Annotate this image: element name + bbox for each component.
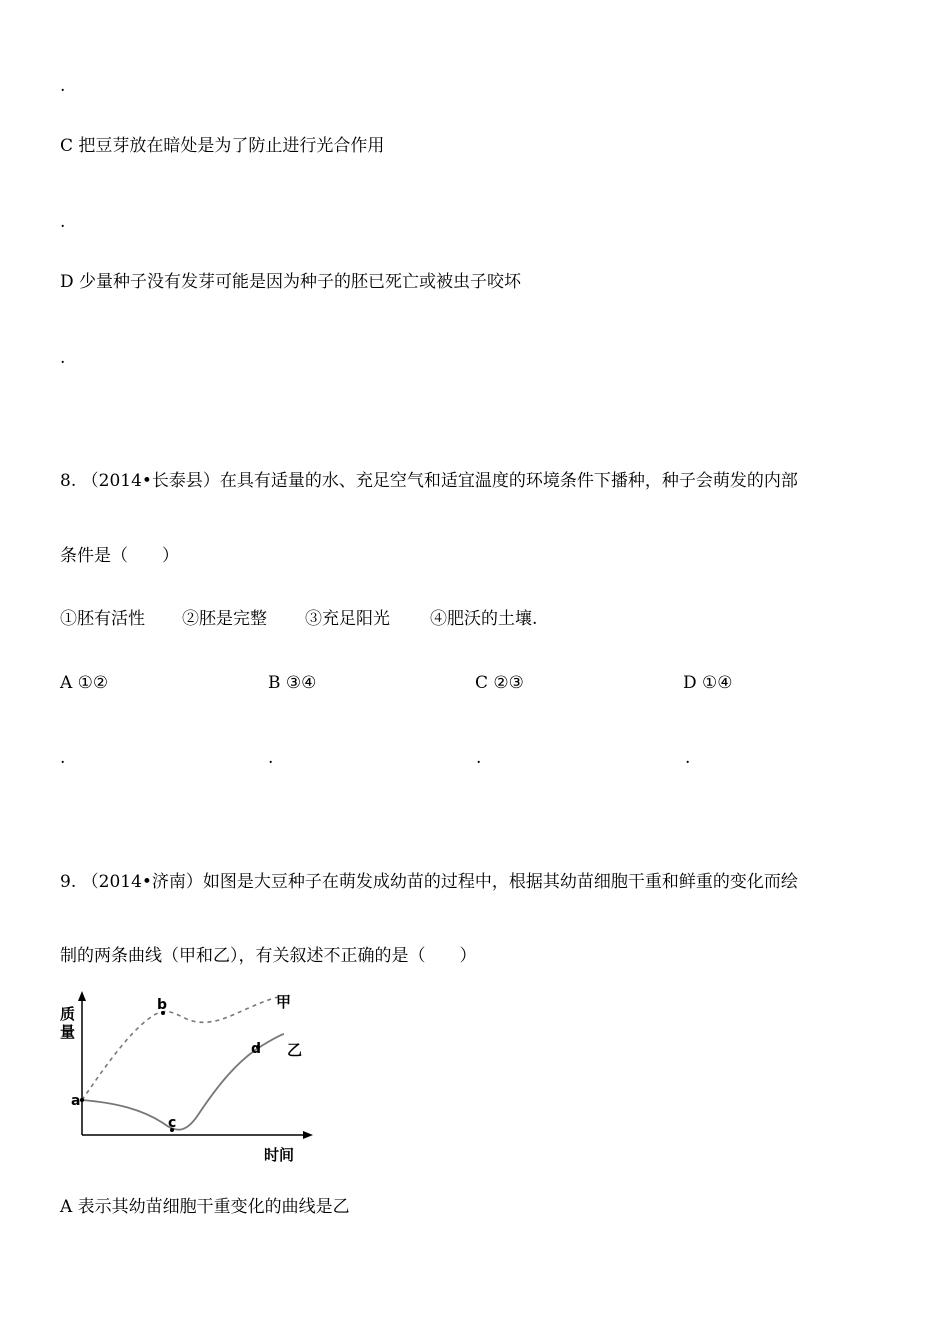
q8-stem-line2: 条件是（ ） [60,546,179,566]
point-c-label: c [168,1115,177,1131]
option-c-terminator: . [60,212,66,232]
point-a-label: a [71,1093,81,1109]
q8-option-b: B ③④ [268,673,317,693]
q8-item-3: ③充足阳光 [305,609,390,629]
q9-stem-line1: 9. （2014•济南）如图是大豆种子在萌发成幼苗的过程中，根据其幼苗细胞干重和鲜重的变化而绘 [60,872,798,892]
q7-option-c: C 把豆芽放在暗处是为了防止进行光合作用 [60,136,385,156]
q8-option-b-terminator: . [268,748,274,768]
q8-option-a: A ①② [60,673,109,693]
q8-item-1: ①胚有活性 [60,609,145,629]
seedling-weight-figure [58,985,328,1170]
q8-item-4: ④肥沃的土壤. [430,609,538,629]
q8-stem-line1: 8. （2014•长泰县）在具有适量的水、充足空气和适宜温度的环境条件下播种，种子会萌发的内部 [60,471,798,491]
y-axis-label-2: 量 [60,1023,76,1041]
point-b-label: b [157,997,168,1013]
q8-item-2: ②胚是完整 [182,609,267,629]
option-b-terminator: . [60,76,66,96]
curve-yi-label: 乙 [287,1041,303,1059]
point-a-marker [80,1098,84,1102]
option-d-terminator: . [60,348,66,368]
q9-option-a: A 表示其幼苗细胞干重变化的曲线是乙 [60,1197,350,1217]
q8-option-c: C ②③ [475,673,524,693]
point-d-label: d [251,1041,262,1057]
q8-option-a-terminator: . [60,748,66,768]
y-axis-arrow [78,991,86,1001]
q7-option-d: D 少量种子没有发芽可能是因为种子的胚已死亡或被虫子咬坏 [60,272,522,292]
x-axis-label: 时间 [264,1146,295,1164]
q9-stem-line2: 制的两条曲线（甲和乙），有关叙述不正确的是（ ） [60,946,477,966]
q8-option-c-terminator: . [476,748,482,768]
curve-jia [82,997,278,1100]
curve-jia-label: 甲 [276,993,292,1011]
x-axis-arrow [303,1131,313,1139]
q8-option-d-terminator: . [685,748,691,768]
y-axis-label-1: 质 [60,1005,76,1023]
q8-option-d: D ①④ [683,673,733,693]
